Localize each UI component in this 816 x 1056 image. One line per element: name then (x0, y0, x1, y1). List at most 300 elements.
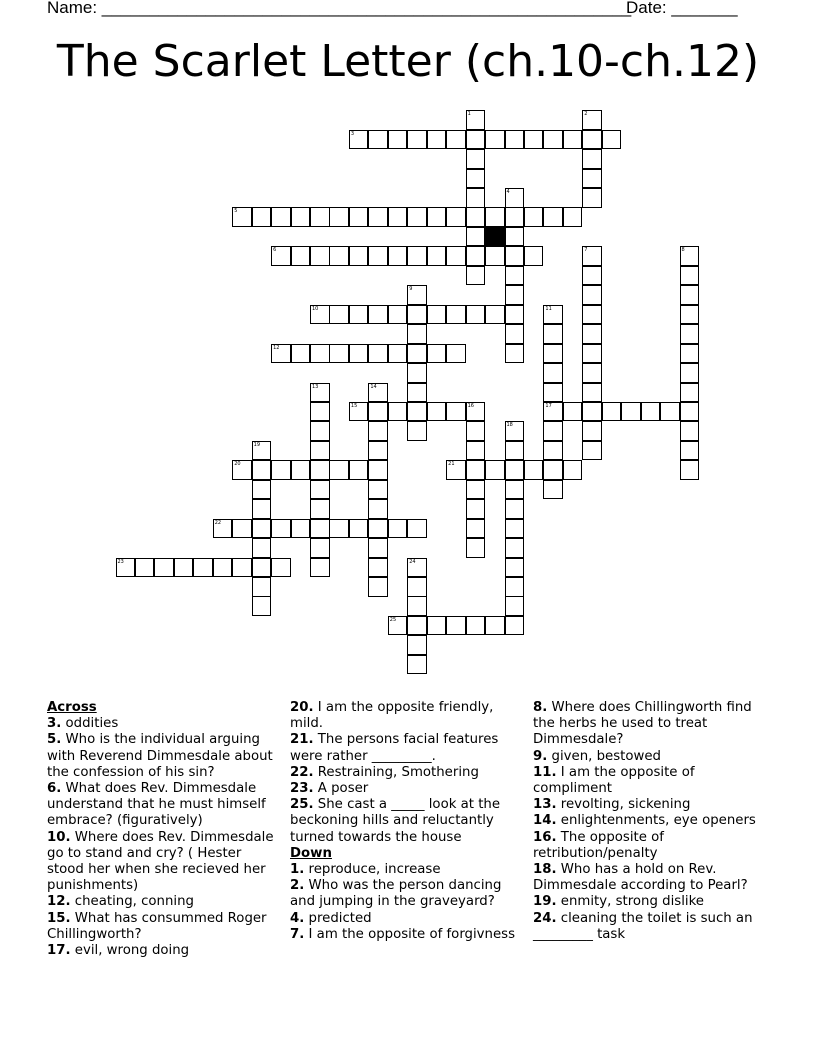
grid-cell[interactable] (524, 130, 544, 150)
grid-cell[interactable] (466, 188, 486, 208)
grid-cell[interactable] (427, 305, 447, 325)
clue-number: 21 (448, 461, 455, 468)
grid-cell[interactable] (466, 149, 486, 169)
grid-cell[interactable] (466, 421, 486, 441)
grid-cell[interactable] (446, 305, 466, 325)
grid-cell[interactable] (680, 402, 700, 422)
grid-cell[interactable] (543, 363, 563, 383)
grid-cell[interactable] (427, 207, 447, 227)
grid-cell[interactable] (485, 246, 505, 266)
grid-cell[interactable] (310, 441, 330, 461)
grid-cell[interactable] (563, 130, 583, 150)
grid-cell[interactable] (310, 558, 330, 578)
grid-cell[interactable] (368, 246, 388, 266)
grid-cell[interactable] (407, 577, 427, 597)
grid-cell[interactable] (466, 110, 486, 130)
grid-cell[interactable] (680, 305, 700, 325)
grid-cell[interactable] (543, 421, 563, 441)
clue-number-label: 7. (290, 926, 305, 942)
grid-cell[interactable] (329, 246, 349, 266)
grid-cell[interactable] (466, 227, 486, 247)
grid-cell[interactable] (310, 305, 330, 325)
grid-cell[interactable] (485, 305, 505, 325)
clue-number: 9 (409, 286, 413, 293)
grid-cell[interactable] (310, 246, 330, 266)
grid-cell[interactable] (329, 207, 349, 227)
across-clue (47, 943, 279, 959)
grid-cell[interactable] (563, 402, 583, 422)
clue-text: Where does Rev. Dimmesdale go to stand and cry? ( Hester stood her when she recieved her punishments) (47, 829, 274, 894)
grid-cell[interactable] (368, 421, 388, 441)
grid-cell[interactable] (213, 558, 233, 578)
grid-cell[interactable] (368, 441, 388, 461)
grid-cell[interactable] (291, 344, 311, 364)
grid-cell[interactable] (252, 441, 272, 461)
grid-cell[interactable] (329, 305, 349, 325)
grid-cell[interactable] (310, 480, 330, 500)
grid-cell[interactable] (368, 538, 388, 558)
grid-cell[interactable] (407, 285, 427, 305)
grid-cell[interactable] (505, 616, 525, 636)
clue-number: 4 (506, 189, 510, 195)
grid-cell[interactable] (310, 538, 330, 558)
grid-cell[interactable] (349, 519, 369, 539)
grid-cell[interactable] (252, 558, 272, 578)
grid-cell[interactable] (407, 421, 427, 441)
grid-cell[interactable] (427, 344, 447, 364)
grid-cell[interactable] (388, 207, 408, 227)
clue-number: 24 (409, 558, 416, 565)
grid-cell[interactable] (407, 655, 427, 675)
grid-cell[interactable] (271, 207, 291, 227)
grid-cell[interactable] (582, 421, 602, 441)
grid-cell[interactable] (388, 246, 408, 266)
grid-cell[interactable] (310, 402, 330, 422)
clue-text: A poser (313, 781, 369, 797)
grid-cell[interactable] (349, 246, 369, 266)
clue-text: revolting, sickening (556, 797, 691, 813)
grid-cell[interactable] (446, 460, 466, 480)
grid-cell[interactable] (543, 305, 563, 325)
grid-cell[interactable] (135, 558, 155, 578)
grid-cell[interactable] (368, 305, 388, 325)
grid-cell[interactable] (660, 402, 680, 422)
grid-cell[interactable] (582, 246, 602, 266)
clue-number-label: 16. (533, 829, 557, 845)
grid-cell[interactable] (543, 344, 563, 364)
grid-cell[interactable] (505, 324, 525, 344)
grid-cell[interactable] (329, 460, 349, 480)
grid-cell[interactable] (368, 402, 388, 422)
grid-cell[interactable] (466, 305, 486, 325)
grid-cell[interactable] (582, 110, 602, 130)
grid-cell[interactable] (232, 460, 252, 480)
grid-cell[interactable] (466, 169, 486, 189)
grid-cell[interactable] (505, 305, 525, 325)
grid-cell[interactable] (407, 519, 427, 539)
grid-cell[interactable] (582, 324, 602, 344)
down-clue (290, 927, 520, 943)
clue-number: 8 (681, 247, 685, 254)
grid-cell[interactable] (505, 538, 525, 558)
grid-cell[interactable] (271, 519, 291, 539)
grid-cell[interactable] (310, 207, 330, 227)
grid-cell[interactable] (466, 402, 486, 422)
grid-cell[interactable] (407, 363, 427, 383)
grid-cell[interactable] (485, 460, 505, 480)
grid-cell[interactable] (193, 558, 213, 578)
grid-cell[interactable] (466, 460, 486, 480)
clue-number: 16 (467, 402, 474, 409)
grid-cell[interactable] (349, 130, 369, 150)
grid-cell[interactable] (505, 499, 525, 519)
grid-cell[interactable] (368, 130, 388, 150)
grid-cell[interactable] (466, 246, 486, 266)
grid-cell[interactable] (582, 266, 602, 286)
grid-cell[interactable] (349, 402, 369, 422)
grid-cell[interactable] (329, 344, 349, 364)
grid-cell[interactable] (446, 130, 466, 150)
grid-cell[interactable] (563, 207, 583, 227)
across-clue (290, 765, 520, 781)
grid-cell[interactable] (368, 519, 388, 539)
clue-text: evil, wrong doing (70, 943, 190, 959)
down-clue (533, 749, 765, 765)
grid-cell[interactable] (446, 616, 466, 636)
grid-cell[interactable] (505, 130, 525, 150)
clue-number-label: 5. (47, 732, 62, 748)
across-clue (290, 700, 520, 732)
grid-cell[interactable] (680, 441, 700, 461)
clue-number-label: 14. (533, 813, 557, 829)
grid-cell[interactable] (407, 130, 427, 150)
clue-number-label: 4. (290, 910, 305, 926)
grid-cell[interactable] (680, 460, 700, 480)
clue-number-label: 21. (290, 732, 314, 748)
grid-cell[interactable] (388, 402, 408, 422)
grid-cell[interactable] (388, 519, 408, 539)
grid-cell[interactable] (291, 246, 311, 266)
grid-cell[interactable] (271, 246, 291, 266)
grid-cell[interactable] (543, 460, 563, 480)
grid-cell[interactable] (543, 480, 563, 500)
grid-cell[interactable] (368, 383, 388, 403)
grid-cell[interactable] (407, 344, 427, 364)
grid-cell[interactable] (543, 207, 563, 227)
grid-cell[interactable] (505, 558, 525, 578)
grid-cell[interactable] (680, 266, 700, 286)
grid-cell[interactable] (407, 324, 427, 344)
down-clue (533, 894, 765, 910)
grid-cell[interactable] (582, 363, 602, 383)
grid-cell[interactable] (252, 460, 272, 480)
grid-cell[interactable] (524, 207, 544, 227)
date-field[interactable]: Date: _______ (626, 0, 738, 17)
across-heading: Across (47, 700, 97, 715)
grid-cell[interactable] (310, 383, 330, 403)
grid-cell[interactable] (680, 383, 700, 403)
grid-cell[interactable] (252, 519, 272, 539)
grid-cell[interactable] (466, 130, 486, 150)
grid-cell[interactable] (505, 519, 525, 539)
name-field[interactable]: Name: ________________________________________________________ (47, 0, 632, 17)
clue-number-label: 10. (47, 829, 71, 845)
grid-cell[interactable] (505, 460, 525, 480)
clue-number: 25 (389, 616, 397, 623)
down-clue (533, 797, 765, 813)
across-clue (47, 830, 279, 895)
grid-cell[interactable] (427, 616, 447, 636)
clue-number: 23 (117, 558, 124, 565)
clue-number: 18 (506, 422, 513, 429)
grid-cell[interactable] (349, 207, 369, 227)
grid-cell[interactable] (505, 441, 525, 461)
grid-cell[interactable] (563, 460, 583, 480)
clue-text: She cast a _____ look at the beckoning hills and reluctantly turned towards the house (290, 797, 501, 845)
clue-number: 13 (312, 383, 319, 390)
grid-cell[interactable] (271, 558, 291, 578)
grid-cell[interactable] (680, 246, 700, 266)
grid-cell[interactable] (368, 460, 388, 480)
grid-cell[interactable] (466, 616, 486, 636)
clue-text: Who has a hold on Rev. Dimmesdale according to Pearl? (533, 862, 748, 894)
down-heading: Down (290, 845, 332, 861)
across-clue (47, 911, 279, 943)
grid-cell[interactable] (252, 577, 272, 597)
grid-cell[interactable] (466, 519, 486, 539)
clue-text: reproduce, increase (304, 862, 441, 878)
down-clue (290, 878, 520, 910)
grid-cell[interactable] (407, 596, 427, 616)
down-clue (290, 911, 520, 927)
grid-cell[interactable] (213, 519, 233, 539)
grid-cell[interactable] (446, 246, 466, 266)
clue-text: What does Rev. Dimmesdale understand that he must himself embrace? (figuratively) (47, 781, 266, 829)
grid-cell[interactable] (543, 402, 563, 422)
grid-cell[interactable] (407, 383, 427, 403)
grid-cell[interactable] (291, 460, 311, 480)
grid-cell[interactable] (252, 538, 272, 558)
grid-cell[interactable] (427, 246, 447, 266)
clue-number-label: 8. (533, 700, 548, 715)
grid-cell[interactable] (505, 266, 525, 286)
grid-cell[interactable] (271, 344, 291, 364)
clue-number: 17 (545, 402, 552, 409)
grid-cell[interactable] (485, 616, 505, 636)
clue-number: 15 (350, 402, 358, 409)
grid-cell[interactable] (252, 480, 272, 500)
across-clue (47, 894, 279, 910)
clue-text: Who is the individual arguing with Reverend Dimmesdale about the confession of his sin? (47, 732, 273, 780)
grid-cell[interactable] (388, 616, 408, 636)
grid-cell[interactable] (446, 344, 466, 364)
grid-cell[interactable] (505, 421, 525, 441)
grid-cell[interactable] (368, 577, 388, 597)
grid-cell[interactable] (232, 519, 252, 539)
grid-cell[interactable] (466, 480, 486, 500)
grid-cell[interactable] (505, 246, 525, 266)
clue-number-label: 2. (290, 878, 305, 894)
down-clue (533, 830, 765, 862)
clue-text: Where does Chillingworth find the herbs he used to treat Dimmesdale? (533, 700, 752, 748)
clue-text: cheating, conning (70, 894, 194, 910)
grid-cell[interactable] (174, 558, 194, 578)
grid-cell[interactable] (388, 305, 408, 325)
grid-cell[interactable] (602, 130, 622, 150)
grid-cell[interactable] (505, 596, 525, 616)
grid-cell[interactable] (154, 558, 174, 578)
grid-cell[interactable] (582, 169, 602, 189)
clue-number-label: 24. (533, 910, 557, 926)
clue-number-label: 22. (290, 764, 314, 780)
clue-number: 7 (584, 247, 588, 254)
grid-cell[interactable] (232, 207, 252, 227)
grid-cell[interactable] (252, 499, 272, 519)
clue-text: oddities (61, 716, 119, 732)
clue-number: 14 (370, 383, 377, 390)
grid-cell[interactable] (505, 188, 525, 208)
across-clue (47, 732, 279, 781)
grid-cell[interactable] (427, 130, 447, 150)
down-clue (533, 862, 765, 894)
grid-cell[interactable] (407, 207, 427, 227)
grid-cell[interactable] (582, 285, 602, 305)
grid-cell[interactable] (368, 558, 388, 578)
clue-number: 22 (214, 519, 222, 526)
grid-cell[interactable] (505, 227, 525, 247)
grid-cell[interactable] (543, 324, 563, 344)
grid-cell[interactable] (271, 460, 291, 480)
grid-cell[interactable] (388, 130, 408, 150)
grid-cell[interactable] (407, 635, 427, 655)
grid-cell[interactable] (582, 383, 602, 403)
clue-text: The opposite of retribution/penalty (533, 829, 664, 861)
clue-text: predicted (304, 910, 372, 926)
grid-cell[interactable] (680, 285, 700, 305)
grid-cell[interactable] (582, 149, 602, 169)
clue-number-label: 11. (533, 764, 557, 780)
grid-cell[interactable] (543, 383, 563, 403)
down-clue (533, 765, 765, 797)
clue-text: The persons facial features were rather _________. (290, 732, 499, 764)
grid-cell[interactable] (310, 519, 330, 539)
grid-cell[interactable] (388, 344, 408, 364)
grid-cell[interactable] (310, 421, 330, 441)
grid-cell[interactable] (680, 324, 700, 344)
across-clue (290, 732, 520, 764)
grid-cell[interactable] (505, 207, 525, 227)
clue-number-label: 23. (290, 781, 314, 797)
grid-cell[interactable] (466, 207, 486, 227)
grid-cell[interactable] (349, 344, 369, 364)
grid-cell[interactable] (310, 344, 330, 364)
grid-cell[interactable] (407, 402, 427, 422)
grid-cell[interactable] (427, 402, 447, 422)
grid-cell[interactable] (524, 246, 544, 266)
grid-cell[interactable] (466, 441, 486, 461)
grid-cell[interactable] (543, 441, 563, 461)
grid-cell[interactable] (407, 558, 427, 578)
grid-cell[interactable] (641, 402, 661, 422)
grid-cell[interactable] (252, 207, 272, 227)
grid-cell[interactable] (407, 246, 427, 266)
grid-cell[interactable] (582, 344, 602, 364)
clue-number-label: 1. (290, 862, 305, 878)
grid-cell[interactable] (466, 538, 486, 558)
clue-number-label: 25. (290, 797, 314, 813)
clue-text: Restraining, Smothering (313, 764, 479, 780)
grid-cell[interactable] (368, 344, 388, 364)
grid-cell[interactable] (116, 558, 136, 578)
grid-cell[interactable] (582, 402, 602, 422)
grid-cell[interactable] (407, 616, 427, 636)
black-cell (485, 227, 505, 247)
grid-cell[interactable] (582, 305, 602, 325)
grid-cell[interactable] (446, 207, 466, 227)
clue-text: cleaning the toilet is such an _________ task (533, 910, 753, 942)
down-clue (533, 813, 765, 829)
grid-cell[interactable] (466, 266, 486, 286)
grid-cell[interactable] (368, 499, 388, 519)
grid-cell[interactable] (505, 577, 525, 597)
grid-cell[interactable] (505, 344, 525, 364)
grid-cell[interactable] (680, 344, 700, 364)
grid-cell[interactable] (252, 596, 272, 616)
grid-cell[interactable] (368, 480, 388, 500)
grid-cell[interactable] (232, 558, 252, 578)
grid-cell[interactable] (621, 402, 641, 422)
grid-cell[interactable] (310, 499, 330, 519)
grid-cell[interactable] (368, 207, 388, 227)
clue-number-label: 19. (533, 894, 557, 910)
grid-cell[interactable] (505, 480, 525, 500)
clues-column-3 (533, 700, 765, 943)
down-clue (533, 911, 765, 943)
grid-cell[interactable] (349, 305, 369, 325)
grid-cell[interactable] (505, 285, 525, 305)
clue-number: 11 (545, 305, 552, 312)
grid-cell[interactable] (680, 363, 700, 383)
grid-cell[interactable] (543, 130, 563, 150)
clue-number-label: 18. (533, 862, 557, 878)
grid-cell[interactable] (602, 402, 622, 422)
grid-cell[interactable] (582, 130, 602, 150)
clue-number-label: 3. (47, 716, 62, 732)
clue-number: 1 (467, 111, 471, 118)
grid-cell[interactable] (582, 188, 602, 208)
grid-cell[interactable] (407, 305, 427, 325)
clue-text: I am the opposite of forgivness (304, 926, 516, 942)
across-clue (290, 797, 520, 846)
clue-text: What has consummed Roger Chillingworth? (47, 910, 267, 942)
grid-cell[interactable] (310, 460, 330, 480)
clue-number-label: 15. (47, 910, 71, 926)
grid-cell[interactable] (582, 441, 602, 461)
grid-cell[interactable] (291, 519, 311, 539)
grid-cell[interactable] (349, 460, 369, 480)
grid-cell[interactable] (466, 499, 486, 519)
grid-cell[interactable] (485, 130, 505, 150)
grid-cell[interactable] (446, 402, 466, 422)
grid-cell[interactable] (524, 460, 544, 480)
clue-number: 6 (273, 247, 277, 254)
clue-number: 2 (584, 111, 588, 118)
clue-number: 19 (253, 441, 261, 448)
grid-cell[interactable] (291, 207, 311, 227)
grid-cell[interactable] (329, 519, 349, 539)
grid-cell[interactable] (680, 421, 700, 441)
grid-cell[interactable] (485, 207, 505, 227)
